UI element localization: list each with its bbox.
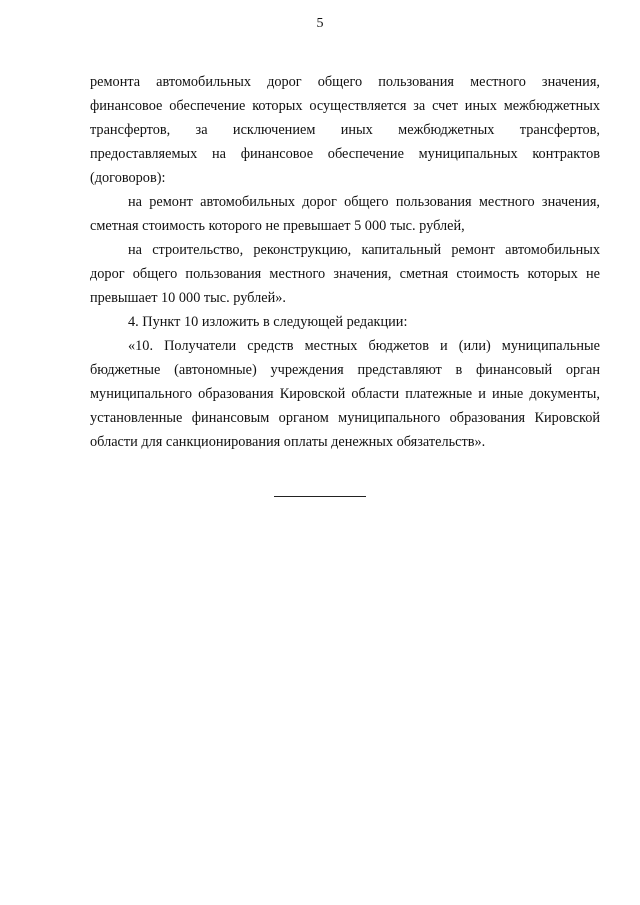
paragraph-construction-cost: на строительство, реконструкцию, капитальный ремонт автомобильных дорог общего пользования местного значения, сметная стоимость которых не превышает 10 000 тыс. рублей». [90, 242, 600, 306]
paragraph-continuation: ремонта автомобильных дорог общего пользования местного значения, финансовое обеспечение которых осуществляется за счет иных межбюджетных трансфертов, за исключением иных межбюджетных трансфертов, предоставляемых на финансовое обеспечение муниципальных контрактов (договоров): [90, 74, 600, 186]
document-body [90, 70, 600, 454]
paragraph-repair-cost: на ремонт автомобильных дорог общего пользования местного значения, сметная стоимость которого не превышает 5 000 тыс. рублей, [90, 194, 600, 234]
paragraph-item-10: «10. Получатели средств местных бюджетов и (или) муниципальные бюджетные (автономные) учреждения представляют в финансовый орган муниципального образования Кировской области платежные и иные документы, установленные финансовым органом муниципального образования Кировской области для санкционирования оплаты денежных обязательств». [90, 338, 600, 450]
end-separator-line [274, 496, 366, 497]
paragraph-item-4: 4. Пункт 10 изложить в следующей редакции: [128, 314, 408, 330]
page-number: 5 [316, 16, 324, 31]
